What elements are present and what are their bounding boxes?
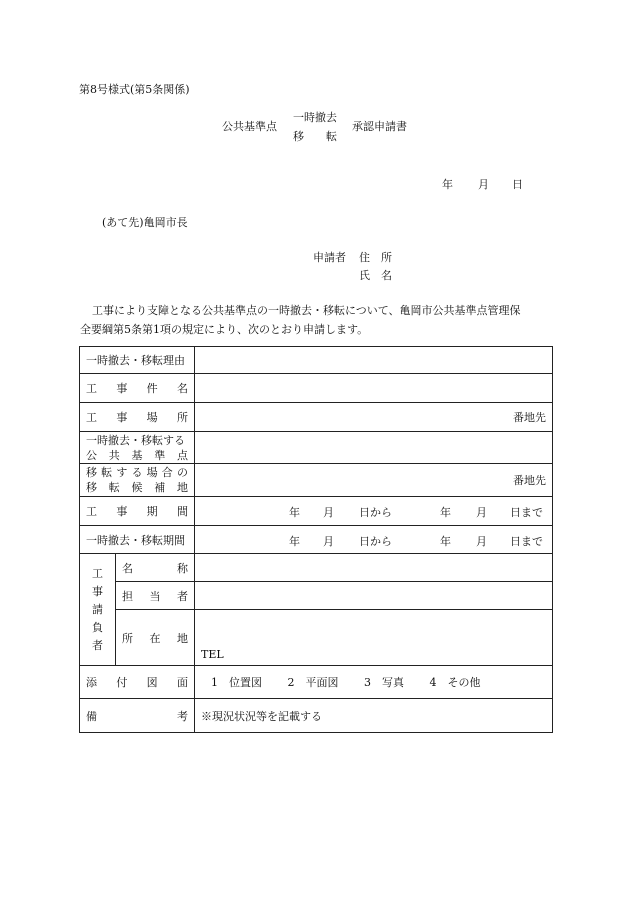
- label-points-1: 一時撤去・移転する: [86, 433, 185, 447]
- label-candidate-1: 移 転 す る 場 合 の: [86, 466, 188, 479]
- intro-line-2: 全要綱第5条第1項の規定により、次のとおり申請します。: [80, 323, 369, 336]
- label-attachments: 添 付 図 面: [86, 676, 188, 689]
- field-project-name[interactable]: [195, 374, 553, 403]
- date-year: 年: [442, 178, 453, 191]
- field-contractor-name[interactable]: [195, 554, 553, 582]
- row-removal-period: [80, 526, 553, 554]
- row-period: [80, 497, 553, 526]
- label-person: 担 当 者: [122, 589, 188, 603]
- form-number: 第8号様式(第5条関係): [79, 83, 190, 96]
- label-removal-period: 一時撤去・移転期間: [80, 526, 195, 554]
- field-points[interactable]: [195, 432, 553, 464]
- addressee: (あて先)亀岡市長: [102, 216, 188, 229]
- title-top: 一時撤去: [293, 111, 337, 124]
- applicant-name: 氏 名: [359, 269, 392, 282]
- label-period: 工 事 期 間: [86, 505, 188, 518]
- attach-item-2: 2 平面図: [287, 676, 339, 689]
- row-remarks: [80, 699, 553, 733]
- label-project-place: 工 事 場 所: [86, 411, 188, 424]
- application-table: [79, 346, 553, 733]
- field-remarks[interactable]: [195, 699, 553, 733]
- row-candidate: [80, 464, 553, 497]
- row-attachments: [80, 666, 553, 699]
- field-attachments: [195, 666, 553, 699]
- remarks-note: ※現況状況等を記載する: [201, 709, 322, 723]
- applicant-label: 申請者: [313, 251, 346, 264]
- row-contractor-person: [80, 582, 553, 610]
- field-removal-period[interactable]: 年 月 日から 年 月 日まで: [195, 526, 553, 554]
- field-period[interactable]: 年 月 日から 年 月 日まで: [195, 497, 553, 526]
- field-project-place[interactable]: [195, 403, 553, 432]
- field-candidate[interactable]: [195, 464, 553, 497]
- label-remarks: 備 考: [86, 709, 188, 723]
- label-points-2: 公 共 基 準 点: [86, 448, 188, 462]
- intro-line-1: 工事により支障となる公共基準点の一時撤去・移転について、亀岡市公共基準点管理保: [92, 304, 521, 317]
- banchi-suffix: 番地先: [513, 411, 546, 424]
- label-location: 所 在 地: [122, 631, 188, 645]
- field-contractor-person[interactable]: [195, 582, 553, 610]
- attach-item-4: 4 その他: [429, 676, 481, 689]
- applicant-address: 住 所: [359, 251, 392, 264]
- label-name: 名 称: [122, 561, 188, 575]
- field-reason[interactable]: [195, 347, 553, 374]
- field-contractor-location[interactable]: [195, 610, 553, 666]
- row-project-place: [80, 403, 553, 432]
- row-contractor-name: [80, 554, 553, 582]
- tel-label: TEL: [201, 648, 224, 661]
- attach-item-1: 1 位置図: [211, 676, 262, 689]
- title-bottom: 移 転: [293, 130, 337, 143]
- label-contractor: 工 事 請 負 者: [80, 554, 116, 666]
- label-candidate-2: 移 転 候 補 地: [86, 481, 188, 494]
- date-month: 月: [478, 178, 489, 191]
- label-reason: 一時撤去・移転理由: [80, 347, 195, 374]
- row-reason: [80, 347, 553, 374]
- title-left: 公共基準点: [222, 120, 277, 133]
- attach-item-3: 3 写真: [364, 676, 404, 689]
- row-project-name: [80, 374, 553, 403]
- title-right: 承認申請書: [352, 120, 407, 133]
- row-contractor-location: [80, 610, 553, 666]
- label-project-name: 工 事 件 名: [86, 382, 188, 395]
- banchi-suffix-2: 番地先: [513, 474, 546, 487]
- date-day: 日: [512, 178, 523, 191]
- row-points: [80, 432, 553, 464]
